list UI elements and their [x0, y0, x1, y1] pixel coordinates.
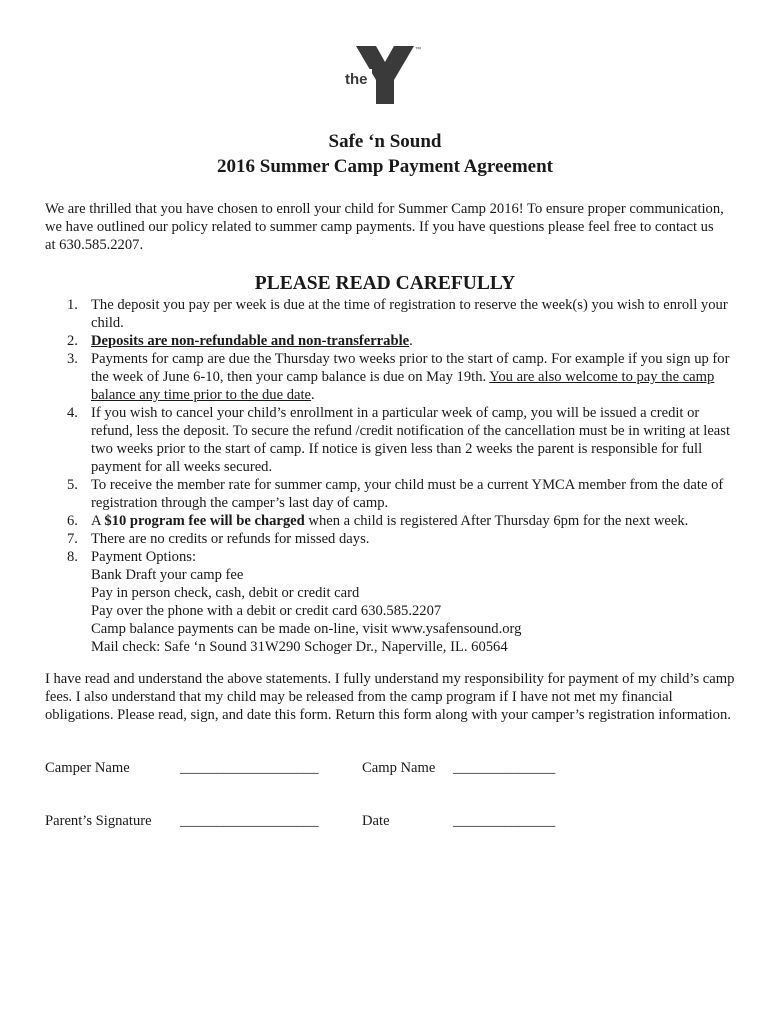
date-field[interactable]: ______________ [453, 813, 556, 829]
list-item [45, 350, 735, 404]
intro-paragraph: We are thrilled that you have chosen to enroll your child for Summer Camp 2016! To ensure proper communication, we have outlined our policy related to summer camp payments. If you have questions please feel free to contact us at 630.585.2207. [45, 201, 724, 253]
list-number: 2. [67, 333, 78, 349]
list-item-text: To receive the member rate for summer camp, your child must be a current YMCA member from the date of registration through the camper’s last day of camp. [91, 477, 724, 511]
camp-name-field[interactable]: ______________ [453, 760, 556, 776]
document-title: Safe ‘n Sound [328, 131, 442, 152]
policy-list [45, 296, 735, 656]
list-number: 1. [67, 297, 78, 313]
list-item-text: The deposit you pay per week is due at the time of registration to reserve the week(s) you wish to enroll your child. [91, 297, 728, 331]
payment-option: Pay over the phone with a debit or credit card 630.585.2207 [91, 603, 442, 619]
list-number: 6. [67, 513, 78, 529]
document-subtitle: 2016 Summer Camp Payment Agreement [217, 156, 553, 177]
form-row-signature [45, 813, 735, 833]
acknowledgement-paragraph: I have read and understand the above statements. I fully understand my responsibility for payment of my child’s camp fees. I also understand that my child may be released from the camp program if I have not met my financial obligations. Please read, sign, and date this form. Return this form along with your camper’s registration information. [45, 671, 735, 723]
ymca-logo [342, 42, 428, 106]
list-item-bold: $10 program fee will be charged [104, 513, 305, 529]
ymca-logo-the-text: the [345, 71, 368, 88]
list-item-text: Payments for camp are due the Thursday two weeks prior to the start of camp. For example if you sign up for the week of June 6-10, then your camp balance is due on May 19th. [91, 351, 730, 385]
list-item [45, 548, 735, 656]
list-number: 8. [67, 549, 78, 565]
camp-name-label: Camp Name [362, 760, 436, 776]
list-item-text: Payment Options: [91, 549, 196, 565]
parent-signature-field[interactable]: ___________________ [180, 813, 319, 829]
list-item [45, 512, 735, 530]
list-item-text-end: when a child is registered After Thursday 6pm for the next week. [304, 513, 689, 529]
ymca-logo-trademark: ™ [415, 47, 421, 53]
payment-option: Mail check: Safe ‘n Sound 31W290 Schoger Dr., Naperville, IL. 60564 [91, 639, 508, 655]
list-item-text-end: . [311, 387, 315, 403]
list-item-emphasis: Deposits are non-refundable and non-transferrable [91, 333, 410, 349]
list-number: 4. [67, 405, 78, 421]
list-number: 7. [67, 531, 78, 547]
camper-name-field[interactable]: ___________________ [180, 760, 319, 776]
list-item [45, 404, 735, 476]
list-number: 5. [67, 477, 78, 493]
list-item-underlined: You are also welcome to pay the camp balance any time prior to the due date [91, 369, 715, 403]
list-item [45, 296, 735, 332]
list-item-text-end: . [409, 333, 413, 349]
list-item-text: There are no credits or refunds for missed days. [91, 531, 370, 547]
payment-option: Bank Draft your camp fee [91, 567, 244, 583]
payment-option: Pay in person check, cash, debit or credit card [91, 585, 360, 601]
list-item [45, 530, 735, 548]
form-row-names [45, 760, 735, 780]
list-item [45, 332, 735, 350]
list-item-text: If you wish to cancel your child’s enrollment in a particular week of camp, you will be issued a credit or refund, less the deposit. To secure the refund /credit notification of the cancellation must be in writing at least two weeks prior to the start of camp. If notice is given less than 2 weeks the parent is responsible for full payment for all weeks secured. [91, 405, 731, 475]
list-item-text-start: A [91, 513, 105, 529]
ymca-logo-brand-text: YMCA [393, 85, 407, 102]
list-number: 3. [67, 351, 78, 367]
section-heading: PLEASE READ CAREFULLY [254, 273, 516, 294]
parent-signature-label: Parent’s Signature [45, 813, 152, 829]
payment-option: Camp balance payments can be made on-line, visit www.ysafensound.org [91, 621, 522, 637]
list-item [45, 476, 735, 512]
date-label: Date [362, 813, 390, 829]
camper-name-label: Camper Name [45, 760, 130, 776]
